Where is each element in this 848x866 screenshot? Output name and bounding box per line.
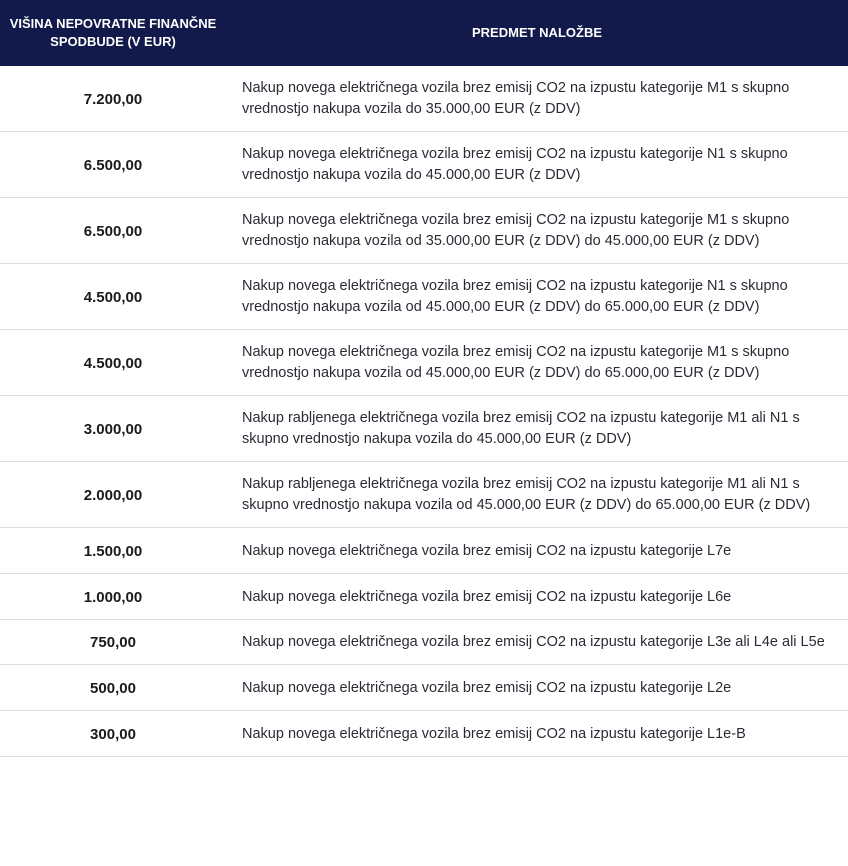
amount-cell: 6.500,00 [0, 132, 226, 198]
amount-cell: 750,00 [0, 620, 226, 665]
amount-cell: 4.500,00 [0, 330, 226, 396]
subject-cell: Nakup rabljenega električnega vozila brez emisij CO2 na izpustu kategorije M1 ali N1 s skupno vrednostjo nakupa vozila od 45.000,00 EUR (z DDV) do 65.000,00 EUR (z DDV) [226, 462, 848, 528]
table-body [0, 66, 848, 757]
amount-cell: 2.000,00 [0, 462, 226, 528]
table-row [0, 330, 848, 396]
amount-cell: 1.500,00 [0, 528, 226, 574]
table-row [0, 132, 848, 198]
amount-cell: 6.500,00 [0, 198, 226, 264]
amount-cell: 500,00 [0, 665, 226, 711]
header-row [0, 0, 848, 66]
subject-cell: Nakup novega električnega vozila brez emisij CO2 na izpustu kategorije M1 s skupno vrednostjo nakupa vozila od 45.000,00 EUR (z DDV) do 65.000,00 EUR (z DDV) [226, 330, 848, 396]
table-row [0, 198, 848, 264]
table-row [0, 620, 848, 665]
subject-cell: Nakup novega električnega vozila brez emisij CO2 na izpustu kategorije L1e-B [226, 711, 848, 757]
table-row [0, 711, 848, 757]
subject-cell: Nakup novega električnega vozila brez emisij CO2 na izpustu kategorije L6e [226, 574, 848, 620]
amount-cell: 300,00 [0, 711, 226, 757]
table-row [0, 264, 848, 330]
table-header [0, 0, 848, 66]
table-row [0, 396, 848, 462]
amount-cell: 4.500,00 [0, 264, 226, 330]
subject-cell: Nakup novega električnega vozila brez emisij CO2 na izpustu kategorije L3e ali L4e ali L5e [226, 620, 848, 665]
table-row [0, 66, 848, 132]
subject-cell: Nakup novega električnega vozila brez emisij CO2 na izpustu kategorije N1 s skupno vrednostjo nakupa vozila do 45.000,00 EUR (z DDV) [226, 132, 848, 198]
amount-cell: 7.200,00 [0, 66, 226, 132]
subject-cell: Nakup novega električnega vozila brez emisij CO2 na izpustu kategorije M1 s skupno vrednostjo nakupa vozila od 35.000,00 EUR (z DDV) do 45.000,00 EUR (z DDV) [226, 198, 848, 264]
table-row [0, 462, 848, 528]
amount-cell: 3.000,00 [0, 396, 226, 462]
amount-cell: 1.000,00 [0, 574, 226, 620]
table-row [0, 528, 848, 574]
subject-cell: Nakup rabljenega električnega vozila brez emisij CO2 na izpustu kategorije M1 ali N1 s skupno vrednostjo nakupa vozila do 45.000,00 EUR (z DDV) [226, 396, 848, 462]
subject-cell: Nakup novega električnega vozila brez emisij CO2 na izpustu kategorije L2e [226, 665, 848, 711]
header-subject: PREDMET NALOŽBE [226, 0, 848, 66]
table-row [0, 574, 848, 620]
table-row [0, 665, 848, 711]
subject-cell: Nakup novega električnega vozila brez emisij CO2 na izpustu kategorije M1 s skupno vrednostjo nakupa vozila do 35.000,00 EUR (z DDV) [226, 66, 848, 132]
header-amount: VIŠINA NEPOVRATNE FINANČNE SPODBUDE (V EUR) [0, 0, 226, 66]
subject-cell: Nakup novega električnega vozila brez emisij CO2 na izpustu kategorije L7e [226, 528, 848, 574]
subject-cell: Nakup novega električnega vozila brez emisij CO2 na izpustu kategorije N1 s skupno vrednostjo nakupa vozila od 45.000,00 EUR (z DDV) do 65.000,00 EUR (z DDV) [226, 264, 848, 330]
